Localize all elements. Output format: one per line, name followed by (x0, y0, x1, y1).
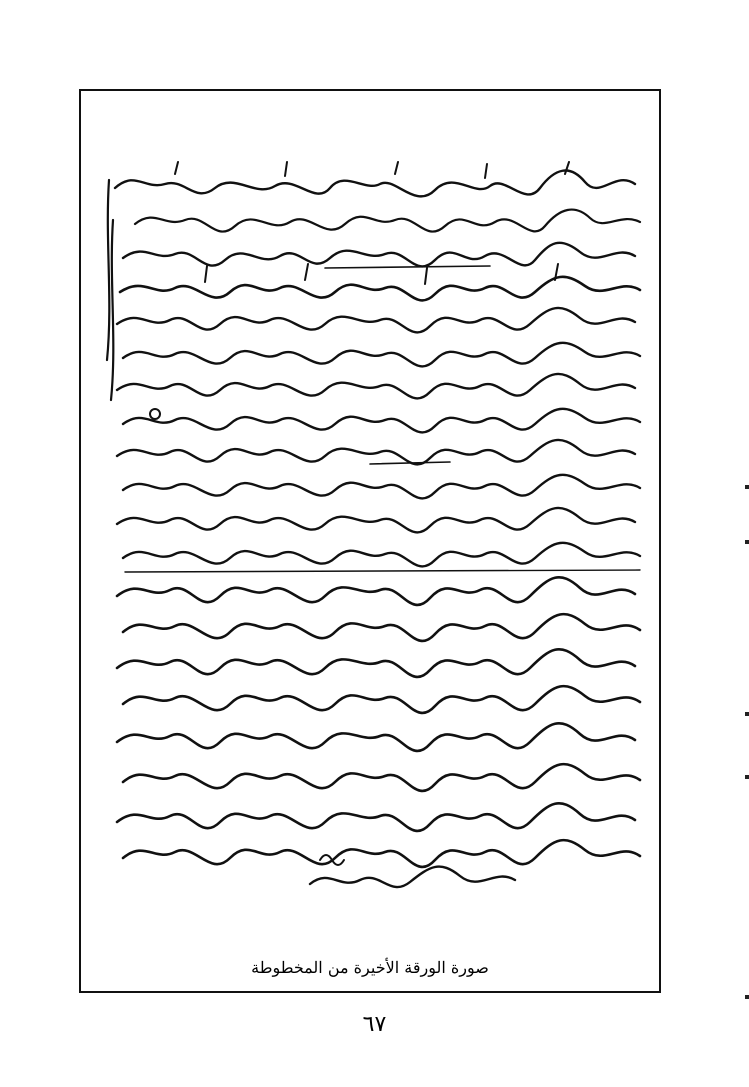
scan-edge-mark (745, 485, 749, 489)
scan-edge-mark (745, 995, 749, 999)
handwritten-manuscript-image (95, 160, 655, 900)
scan-edge-mark (745, 775, 749, 779)
scan-edge-mark (745, 712, 749, 716)
page-number: ٦٧ (362, 1012, 387, 1037)
figure-caption: صورة الورقة الأخيرة من المخطوطة (251, 958, 489, 977)
scan-edge-mark (745, 540, 749, 544)
